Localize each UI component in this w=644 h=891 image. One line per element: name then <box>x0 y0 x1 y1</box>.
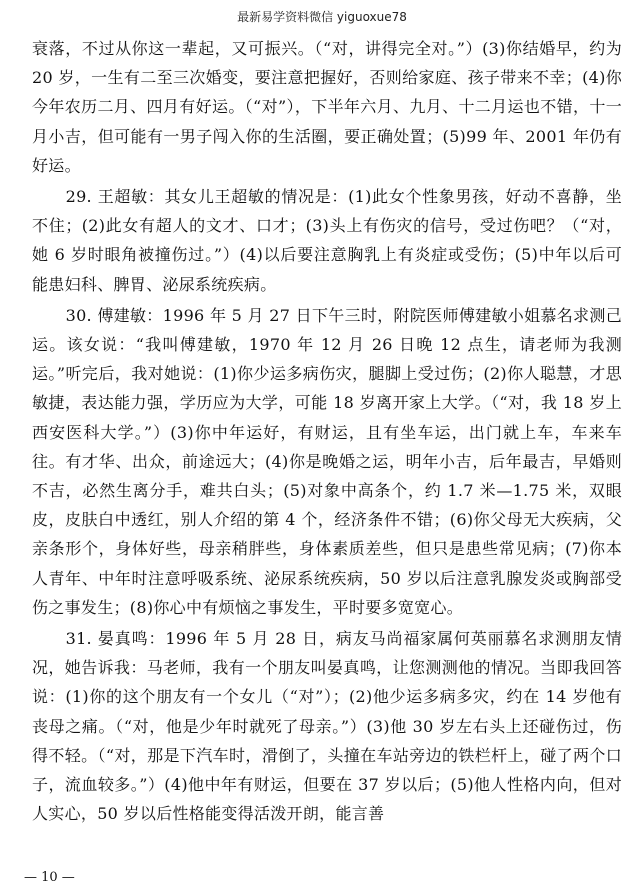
paragraph-item-31: 31. 晏真鸣：1996 年 5 月 28 日，病友马尚福家属何英丽慕名求测朋友情况，她告诉我：马老师，我有一个朋友叫晏真鸣，让您测测他的情况。当即我回答说：(1)你的这个朋友有一个女儿（“对”）；(2)他少运多病多灾，约在 14 岁他有丧母之痛。（“对，他是少年时就死了母亲。”）(3)他 30 岁左右头上还碰伤过，伤得不轻。（“对，那是下汽车时，滑倒了，头撞在车站旁边的铁栏杆上，碰了两个口子，流血较多。”）(4)他中年有财运，但要在 37 岁以后；(5)他人性格内向，但对人实心，50 岁以后性格能变得活泼开朗，能言善 <box>32 629 622 824</box>
paragraph-continuation: 衰落，不过从你这一辈起，又可振兴。（“对，讲得完全对。”）(3)你结婚早，约为 20 岁，一生有二至三次婚变，要注意把握好，否则给家庭、孩子带来不幸；(4)你今年农历二月、四月有好运。（“对”），下半年六月、九月、十二月运也不错，十一月小吉，但可能有一男子闯入你的生活圈，要正确处置；(5)99 年、2001 年仍有好运。 <box>32 39 622 175</box>
page-number: — 10 — <box>24 870 75 885</box>
paragraph-item-29: 29. 王超敏：其女儿王超敏的情况是：(1)此女个性象男孩，好动不喜静，坐不住；(2)此女有超人的文才、口才；(3)头上有伤灾的信号，受过伤吧？（“对，她 6 岁时眼角被撞伤过。”）(4)以后要注意胸乳上有炎症或受伤；(5)中年以后可能患妇科、脾胃、泌尿系统疾病。 <box>32 187 622 294</box>
paragraph-item-30: 30. 傅建敏：1996 年 5 月 27 日下午三时，附院医师傅建敏小姐慕名求测己运。该女说：“我叫傅建敏，1970 年 12 月 26 日晚 12 点生，请老师为我测运。”听完后，我对她说：(1)你少运多病伤灾，腿脚上受过伤；(2)你人聪慧，才思敏捷，表达能力强，学历应为大学，可能 18 岁离开家上大学。（“对，我 18 岁上西安医科大学。”）(3)你中年运好，有财运，且有坐车运，出门就上车，车来车往。有才华、出众，前途远大；(4)你是晚婚之运，明年小吉，后年最吉，早婚则不吉，必然生离分手，难共白头；(5)对象中高条个，约 1.7 米—1.75 米，双眼皮，皮肤白中透红，别人介绍的第 4 个，经济条件不错；(6)你父母无大疾病，父亲条形个，身体好些，母亲稍胖些，身体素质差些，但只是患些常见病；(7)你本人青年、中年时注意呼吸系统、泌尿系统疾病，50 岁以后注意乳腺发炎或胸部受伤之事发生；(8)你心中有烦恼之事发生，平时要多宽宽心。 <box>32 305 622 617</box>
document-body <box>32 34 622 830</box>
page-header: 最新易学资料微信 yiguoxue78 <box>237 10 407 24</box>
